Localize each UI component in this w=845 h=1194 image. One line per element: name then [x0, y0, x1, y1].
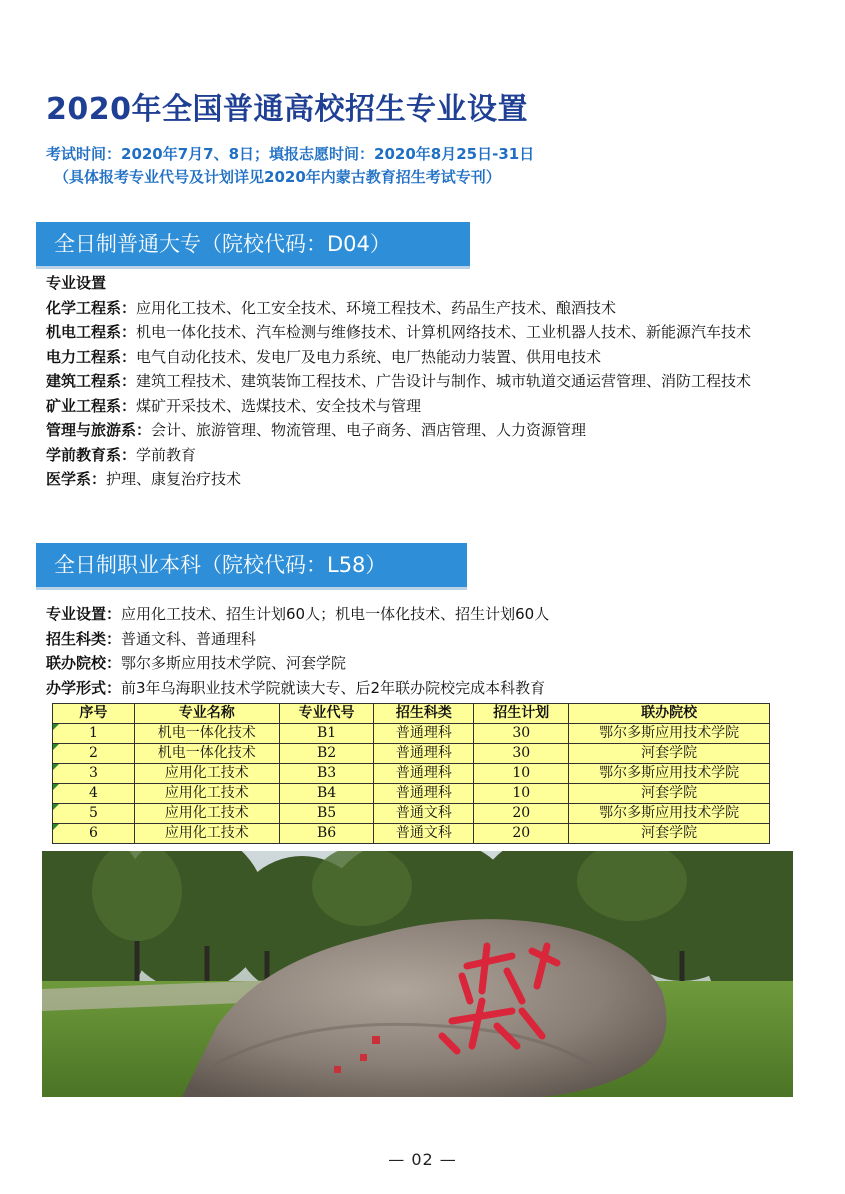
- department-row: [46, 467, 791, 492]
- department-majors: 建筑工程技术、建筑装饰工程技术、广告设计与制作、城市轨道交通运营管理、消防工程技术: [136, 372, 752, 390]
- bachelor-info-row: [46, 627, 549, 652]
- table-cell: 河套学院: [569, 744, 770, 764]
- bachelor-info-row: [46, 602, 549, 627]
- table-cell: 普通理科: [374, 744, 474, 764]
- department-name: 建筑工程系：: [46, 372, 137, 390]
- table-cell: 机电一体化技术: [134, 724, 279, 744]
- bachelor-info-list: [46, 602, 549, 700]
- table-cell: 鄂尔多斯应用技术学院: [569, 804, 770, 824]
- table-cell: 4: [53, 784, 135, 804]
- department-row: [46, 394, 791, 419]
- table-cell: 鄂尔多斯应用技术学院: [569, 724, 770, 744]
- department-row: [46, 345, 791, 370]
- table-cell: 普通理科: [374, 784, 474, 804]
- table-cell: B4: [279, 784, 374, 804]
- table-row: [53, 724, 770, 744]
- table-row: [53, 824, 770, 844]
- table-cell: 应用化工技术: [134, 784, 279, 804]
- table-header-cell: 专业名称: [134, 704, 279, 724]
- enrollment-plan-table: [52, 703, 770, 844]
- campus-stone-photo: [42, 851, 793, 1097]
- bachelor-info-row: [46, 651, 549, 676]
- table-header-cell: 招生科类: [374, 704, 474, 724]
- table-cell: B6: [279, 824, 374, 844]
- info-value: 前3年乌海职业技术学院就读大专、后2年联办院校完成本科教育: [121, 678, 546, 697]
- department-majors: 机电一体化技术、汽车检测与维修技术、计算机网络技术、工业机器人技术、新能源汽车技术: [136, 323, 752, 341]
- department-name: 化学工程系：: [46, 298, 137, 317]
- table-cell: 3: [53, 764, 135, 784]
- department-row: [46, 320, 791, 345]
- section-banner-label: 全日制职业本科（院校代码：L58）: [54, 553, 387, 577]
- bachelor-info-row: [46, 676, 549, 701]
- table-cell: 6: [53, 824, 135, 844]
- department-name: 管理与旅游系：: [46, 421, 152, 439]
- department-name: 学前教育系：: [46, 445, 137, 464]
- table-cell: 5: [53, 804, 135, 824]
- table-cell: 1: [53, 724, 135, 744]
- table-cell: 鄂尔多斯应用技术学院: [569, 764, 770, 784]
- table-header-cell: 招生计划: [474, 704, 569, 724]
- department-majors: 学前教育: [136, 445, 197, 464]
- section-banner-college: [36, 222, 470, 266]
- department-majors: 会计、旅游管理、物流管理、电子商务、酒店管理、人力资源管理: [151, 421, 587, 439]
- department-majors: 电气自动化技术、发电厂及电力系统、电厂热能动力装置、供用电技术: [136, 347, 602, 366]
- table-header-cell: 联办院校: [569, 704, 770, 724]
- table-cell: B3: [279, 764, 374, 784]
- table-cell: 20: [474, 824, 569, 844]
- department-row: [46, 296, 791, 321]
- table-cell: 30: [474, 724, 569, 744]
- note-line: （具体报考专业代号及计划详见2020年内蒙古教育招生考试专刊）: [54, 168, 501, 186]
- department-row: [46, 418, 791, 443]
- table-header-cell: 序号: [53, 704, 135, 724]
- page-number: — 02 —: [388, 1150, 457, 1169]
- table-cell: 机电一体化技术: [134, 744, 279, 764]
- table-header-cell: 专业代号: [279, 704, 374, 724]
- department-majors: 护理、康复治疗技术: [106, 470, 242, 488]
- department-name: 医学系：: [46, 470, 107, 488]
- table-row: [53, 764, 770, 784]
- table-cell: 2: [53, 744, 135, 764]
- table-cell: B1: [279, 724, 374, 744]
- department-name: 机电工程系：: [46, 323, 137, 341]
- table-cell: 10: [474, 764, 569, 784]
- info-label: 办学形式：: [46, 678, 122, 697]
- table-cell: 普通文科: [374, 804, 474, 824]
- table-cell: 20: [474, 804, 569, 824]
- majors-heading: 专业设置: [46, 274, 107, 292]
- info-value: 普通文科、普通理科: [121, 629, 257, 648]
- info-label: 专业设置：: [46, 605, 122, 623]
- table-cell: 应用化工技术: [134, 764, 279, 784]
- department-majors: 应用化工技术、化工安全技术、环境工程技术、药品生产技术、酿酒技术: [136, 298, 617, 317]
- table-cell: 30: [474, 744, 569, 764]
- department-row: [46, 369, 791, 394]
- table-row: [53, 784, 770, 804]
- info-value: 应用化工技术、招生计划60人；机电一体化技术、招生计划60人: [121, 605, 550, 623]
- table-cell: B2: [279, 744, 374, 764]
- section-banner-bachelor: [36, 543, 467, 587]
- table-cell: 普通理科: [374, 764, 474, 784]
- section-banner-label: 全日制普通大专（院校代码：D04）: [54, 232, 391, 256]
- table-cell: 河套学院: [569, 824, 770, 844]
- exam-schedule-line: 考试时间：2020年7月7、8日；填报志愿时间：2020年8月25日-31日: [46, 145, 535, 163]
- page-title: 2020年全国普通高校招生专业设置: [46, 92, 528, 127]
- table-cell: 普通文科: [374, 824, 474, 844]
- department-name: 电力工程系：: [46, 347, 137, 366]
- table-row: [53, 744, 770, 764]
- department-name: 矿业工程系：: [46, 396, 137, 415]
- table-cell: 河套学院: [569, 784, 770, 804]
- table-cell: 10: [474, 784, 569, 804]
- department-row: [46, 443, 791, 468]
- table-cell: 应用化工技术: [134, 804, 279, 824]
- table-cell: 应用化工技术: [134, 824, 279, 844]
- table-header-row: [53, 704, 770, 724]
- college-majors-list: [46, 271, 791, 492]
- table-cell: 普通理科: [374, 724, 474, 744]
- info-value: 鄂尔多斯应用技术学院、河套学院: [121, 654, 347, 672]
- info-label: 联办院校：: [46, 654, 122, 672]
- info-label: 招生科类：: [46, 629, 122, 648]
- department-majors: 煤矿开采技术、选煤技术、安全技术与管理: [136, 396, 422, 415]
- table-cell: B5: [279, 804, 374, 824]
- table-row: [53, 804, 770, 824]
